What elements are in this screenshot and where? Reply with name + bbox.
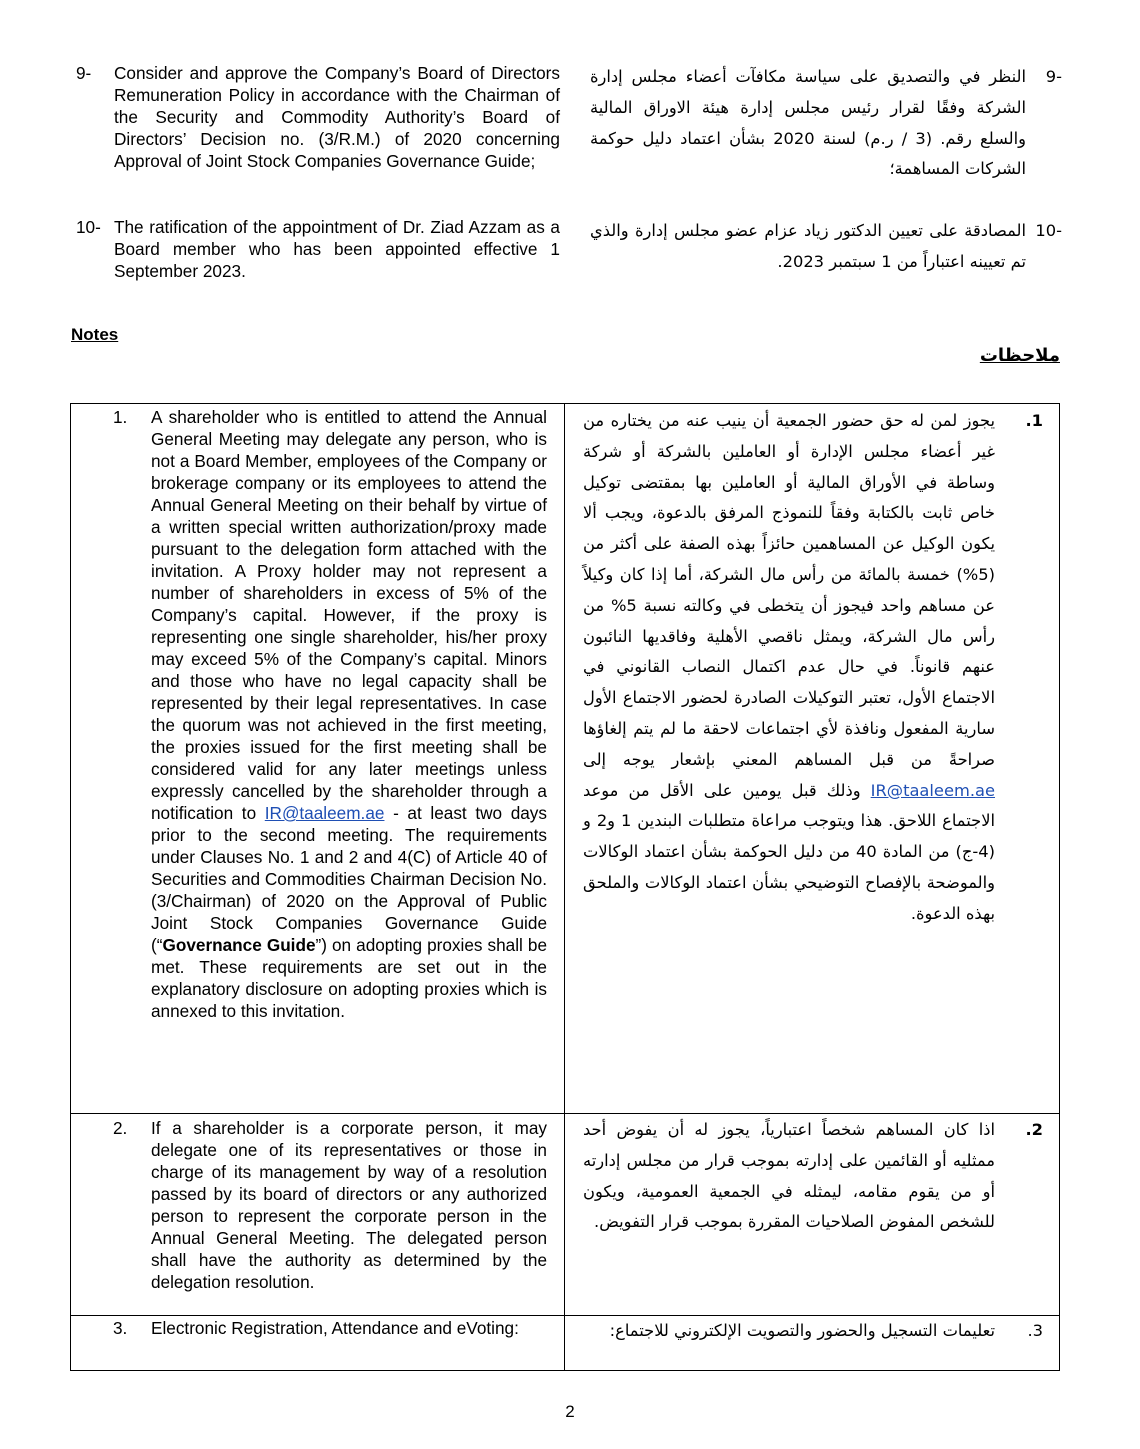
- note-text: Electronic Registration, Attendance and eVoting:: [151, 1318, 519, 1338]
- note-number: .3: [1027, 1321, 1043, 1340]
- row-divider: [71, 1113, 1059, 1114]
- agenda-text: المصادقة على تعيين الدكتور زياد عزام عضو مجلس إدارة والذي تم تعيينه اعتباراً من 1 سبتمبر 2023.: [590, 221, 1026, 271]
- note-number: 2.: [113, 1118, 128, 1138]
- agenda-text: The ratification of the appointment of Dr. Ziad Azzam as a Board member who has been appointed effective 1 September 2023.: [114, 217, 560, 281]
- notes-table: [70, 403, 1060, 1371]
- agenda-text: Consider and approve the Company’s Board of Directors Remuneration Policy in accordance with the Chairman of the Security and Commodity Authority’s Board of Directors’ Decision no. (3/R.M.) of 2020 concerning Approval of Joint Stock Companies Governance Guide;: [114, 63, 560, 171]
- agenda-item-9-en: [76, 62, 560, 172]
- note-3-ar: [583, 1316, 1043, 1347]
- note-number: 1.: [113, 407, 128, 427]
- note-3-en: [113, 1317, 547, 1339]
- notes-heading-ar: ملاحظات: [979, 345, 1060, 366]
- note-number: 3.: [113, 1318, 128, 1338]
- note-text: تعليمات التسجيل والحضور والتصويت الإلكتروني للاجتماع:: [609, 1321, 995, 1340]
- email-link[interactable]: IR@taaleem.ae: [264, 803, 385, 823]
- agenda-item-10-ar: [590, 216, 1062, 278]
- agenda-number: 9-: [1045, 67, 1062, 86]
- column-divider: [564, 404, 565, 1370]
- email-link-ar[interactable]: IR@taaleem.ae: [870, 780, 995, 800]
- agenda-number: 9-: [76, 63, 92, 83]
- note-text: يجوز لمن له حق حضور الجمعية أن ينيب عنه من يختاره من غير أعضاء مجلس الإدارة أو العاملين بالشركة أو شركة وساطة في الأوراق المالية أو العاملين بها بمقتضى توكيل خاص ثابت بالكتابة وفقاً للنموذج المرفق بالدعوة، ويجب ألا يكون الوكيل عن المساهمين حائزاً بهذه الصفة على أكثر من (5%) خمسة بالمائة من رأس مال الشركة، أما إذا كان وكيلاً عن مساهم واحد فيجوز أن يتخطى في وكالته نسبة 5% من رأس مال الشركة، ويمثل ناقصي الأهلية وفاقديها النائبون عنهم قانوناً. في حال عدم اكتمال النصاب القانوني في الاجتماع الأول، تعتبر التوكيلات الصادرة لحضور الاجتماع الأول سارية المفعول ونافذة لأي اجتماعات لاحقة ما لم يتم إلغاؤها صراحةً من قبل المساهم المعني بإشعار يوجه إلى IR@taaleem.ae وذلك قبل يومين على الأقل من موعد الاجتماع اللاحق. هذا ويتوجب مراعاة متطلبات البندين 1 و2 و (4-ج) من المادة 40 من دليل الحوكمة بشأن اعتماد الوكالات والموضحة بالإفصاح التوضيحي بشأن اعتماد الوكالات والملحق بهذه الدعوة.: [583, 411, 996, 923]
- notes-heading-en: Notes: [71, 325, 119, 344]
- note-number: .2: [1025, 1120, 1043, 1139]
- agenda-number: 10-: [76, 217, 101, 237]
- governance-guide-term: Governance Guide: [162, 935, 316, 955]
- note-2-en: [113, 1117, 547, 1293]
- agenda-item-10-en: [76, 216, 560, 282]
- note-text: If a shareholder is a corporate person, it may delegate one of its representatives or those in charge of its management by way of a resolution passed by its board of directors or any authorized person to represent the corporate person in the Annual General Meeting. The delegated person shall have the authority as determined by the delegation resolution.: [151, 1118, 547, 1292]
- page-number: 2: [565, 1402, 575, 1421]
- note-text: A shareholder who is entitled to attend the Annual General Meeting may delegate any person, who is not a Board Member, employees of the Company or brokerage company or its employees to attend the Annual General Meeting on their behalf by virtue of a written special written authorization/proxy made pursuant to the delegation form attached with the invitation. A Proxy holder may not represent a number of shareholders in excess of 5% of the Company’s capital. However, if the proxy is representing one single shareholder, his/her proxy may exceed 5% of the Company’s capital. Minors and those who have no legal capacity shall be represented by their legal representatives. In case the quorum was not achieved in the first meeting, the proxies issued for the first meeting shall be considered valid for any later meetings unless expressly cancelled by the shareholder through a notification to IR@taaleem.ae - at least two days prior to the second meeting. The requirements under Clauses No. 1 and 2 and 4(C) of Article 40 of Securities and Commodities Chairman Decision No. (3/Chairman) of 2020 on the Approval of Public Joint Stock Companies Governance Guide (“Governance Guide”) on adopting proxies shall be met. These requirements are set out in the explanatory disclosure on adopting proxies which is annexed to this invitation.: [151, 407, 548, 1021]
- agenda-item-9-ar: [590, 62, 1062, 185]
- note-1-en: [113, 406, 547, 1022]
- note-number: .1: [1025, 411, 1043, 430]
- agenda-text: النظر في والتصديق على سياسة مكافآت أعضاء مجلس إدارة الشركة وفقًا لقرار رئيس مجلس إدارة هيئة الاوراق المالية والسلع رقم. (3 / ر.م) لسنة 2020 بشأن اعتماد دليل حوكمة الشركات المساهمة؛: [590, 67, 1026, 179]
- note-text: اذا كان المساهم شخصاً اعتبارياً، يجوز له أن يفوض أحد ممثليه أو القائمين على إدارته بموجب قرار من مجلس إدارته أو من يقوم مقامه، ليمثله في الجمعية العمومية، ويكون للشخص المفوض الصلاحيات المقررة بموجب قرار التفويض.: [583, 1120, 995, 1232]
- agenda-number: 10-: [1035, 221, 1062, 240]
- note-1-ar: [583, 406, 1043, 930]
- note-2-ar: [583, 1115, 1043, 1238]
